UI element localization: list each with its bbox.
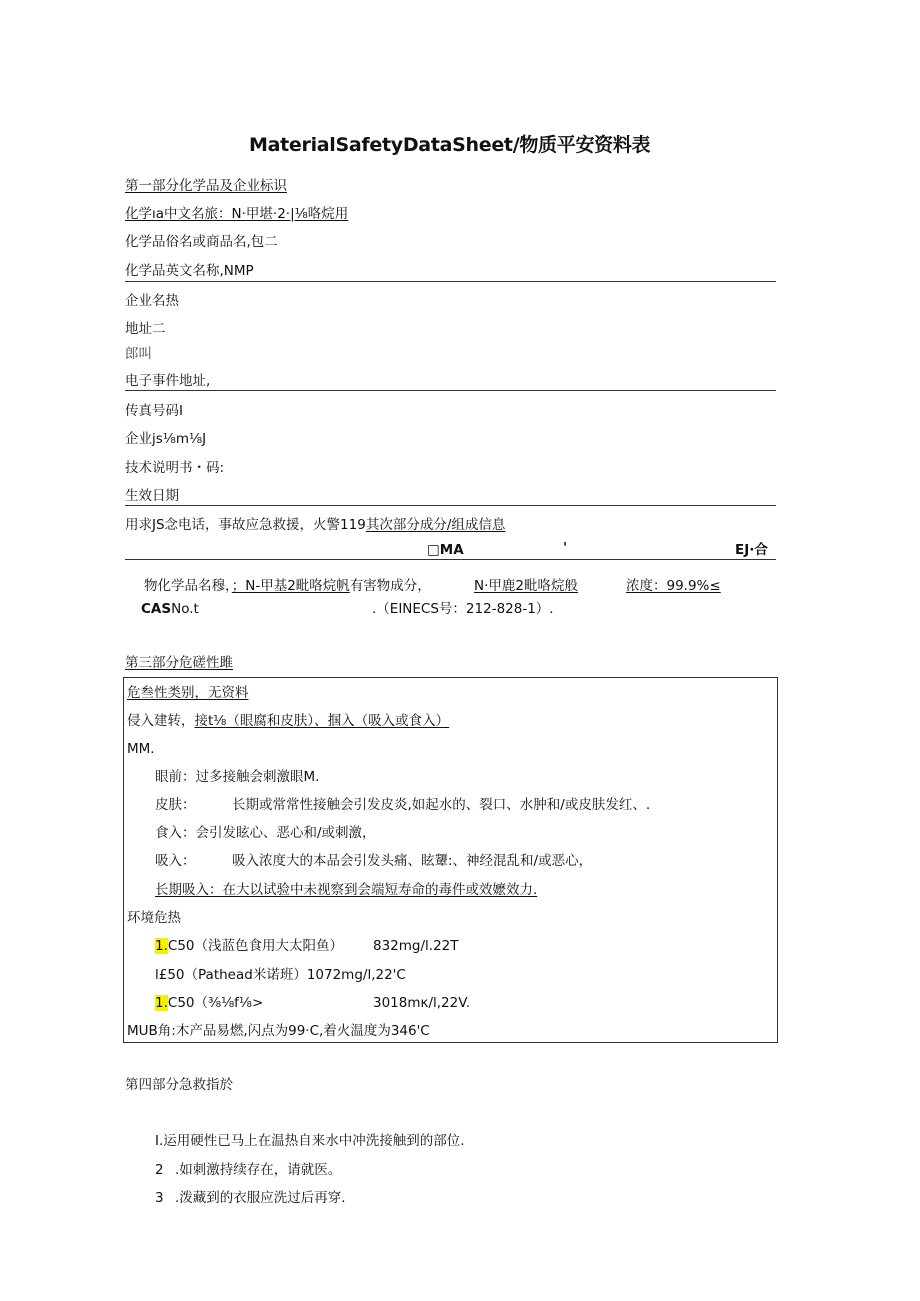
ingredient-row [144,577,431,595]
effective-date-field: 生效日期 [125,488,179,504]
lc50-bluegill [155,937,343,955]
company-code-field: 企业js⅛m⅛J [125,431,207,447]
eyes-hazard: 眼前：过多接触会刺激眼M. [155,769,320,785]
entry-route-label: 侵入建转， [127,713,195,729]
entry-route [127,712,449,730]
divider-2 [125,390,776,391]
emergency-phone: 用求JS念电话，事故应急救援，火警119 [125,517,366,533]
part2-heading: 其次部分成分/组成信息 [365,517,506,533]
part3-heading: 第三部分危磋性雎 [125,655,233,671]
lc50-bluegill-label: C50（浅蓝色食用大太阳鱼） [167,938,343,954]
skin-hazard-label: 皮肤： [155,797,196,813]
postcode-field: 郎叫 [125,346,152,362]
cas-row [141,600,199,618]
divider-1 [125,281,776,282]
english-name-field: 化学品英文名称,NMP [125,263,254,279]
skin-hazard-value: 长期或常常性接触会引发皮炎,如起水的、裂口、水肿和/或皮肤发红、. [232,797,651,813]
email-field: 电子事件地址, [125,373,211,389]
tech-doc-field: 技术说明书・码: [125,460,225,476]
product-name-label: 物化学品名穆， [144,578,232,594]
divider-3 [125,505,776,506]
part2-column-2: ' [563,540,568,556]
lc50-bluegill-mark: 1. [155,938,168,954]
company-name-field: 企业名热 [125,293,179,309]
common-name-field: 化学品俗名或商品名,包二 [125,234,278,250]
lc50-third-label: C50（⅜⅛f⅛> [167,995,264,1011]
hazard-component-label: 有害物成分， [349,578,431,594]
entry-route-value: 接t⅛（眼腐和皮肤）、掴入（吸入或食入） [194,713,450,729]
divider-4 [125,559,776,560]
hazard-component-value: N·甲鹿2毗咯烷般 [474,578,578,594]
einecs-field: .（EINECS号：212-828-1）. [372,601,554,617]
first-aid-step-1: I.运用硬性已马上在温热自来水中冲洗接触到的部位. [155,1133,465,1149]
product-name-value: ；N-甲基2毗咯烷帆 [231,578,350,594]
lc50-fathead: l£50（Pathead米诺班）1072mg/l,22'C [155,967,406,983]
document-title: MaterialSafetyDataSheet/物质平安资料表 [249,134,651,156]
hazard-category: 危叁性类别，无资料 [127,685,249,701]
lc50-third [155,994,263,1012]
part2-column-3: EJ·合 [735,542,768,558]
lc50-bluegill-value: 832mg/l.22T [373,938,459,954]
first-aid-step-2: .如刺激持续存在，请就医。 [175,1162,342,1178]
fire-hazard: MUB角:木产品易燃,闪点为99·C,着火温度为346'C [127,1023,430,1039]
first-aid-step-3: .泼藏到的衣服应洗过后再穿. [175,1190,346,1206]
part4-heading: 第四部分急救指於 [125,1077,233,1093]
environment-heading: 环境危热 [127,910,181,926]
emergency-line [125,516,505,534]
cas-label: CAS [141,601,172,617]
lc50-third-mark: 1. [155,995,168,1011]
inhale-hazard-label: 吸入： [155,853,196,869]
part1-heading: 第一部分化学品及企业标识 [125,178,287,194]
address-field: 地址二 [125,321,166,337]
health-hazard-heading: MM. [127,741,155,757]
first-aid-step-3-number: 3 [155,1190,164,1206]
chinese-name-text: 化学ıa中文名旅：N·甲堪·2·|⅛咯烷用 [125,206,349,222]
ingest-hazard: 食入：会引发眩心、恶心和/或刺激， [155,825,376,841]
longterm-hazard: 长期吸入：在大以试验中未视察到会端短寿命的毒件或效嬷效力. [155,882,538,898]
part2-column-1: □MA [427,542,464,558]
first-aid-step-2-number: 2 [155,1162,164,1178]
lc50-third-value: 3018mκ/l,22V. [373,995,471,1011]
fax-field: 传真号码I [125,403,183,419]
inhale-hazard-value: 吸入浓度大的本品会引发头痛、眩顰:、神经混乱和/或恶心， [232,853,593,869]
concentration-field: 浓度：99.9%≤ [626,578,721,594]
cas-number: No.t [171,601,199,617]
chinese-name-field [125,205,348,223]
